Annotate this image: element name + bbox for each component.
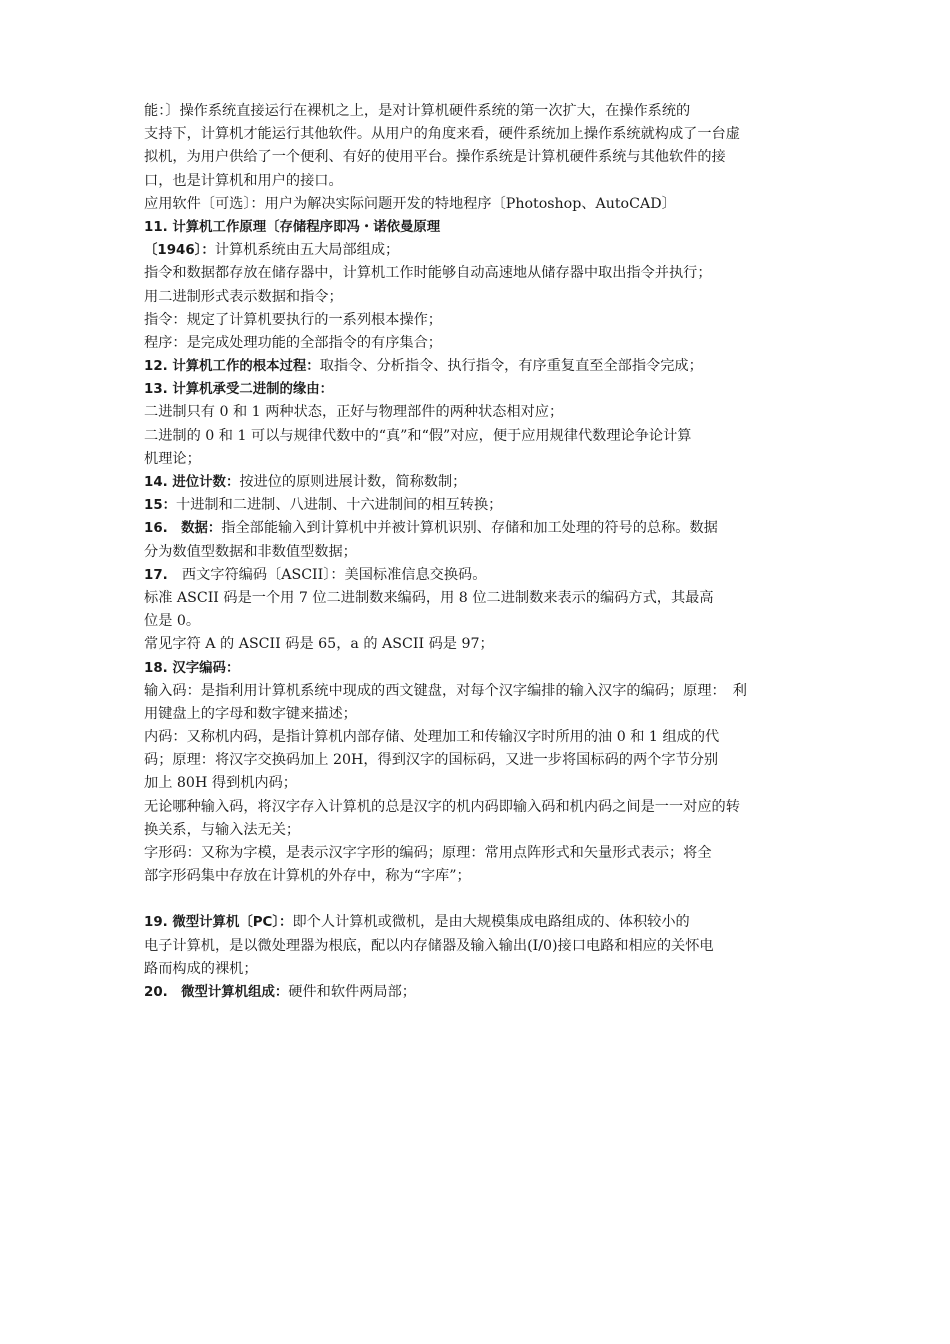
body-text: 码；原理：将汉字交换码加上 20H，得到汉字的国标码，又进一步将国标码的两个字节分别 bbox=[144, 752, 719, 769]
text-line bbox=[144, 726, 820, 749]
body-text: 用二进制形式表示数据和指令； bbox=[144, 288, 343, 305]
body-text: 内码：又称机内码，是指计算机内部存储、处理加工和传输汉字时所用的油 0 和 1 组成的代 bbox=[144, 729, 720, 746]
text-line bbox=[144, 819, 820, 842]
text-line bbox=[144, 471, 820, 494]
text-line bbox=[144, 262, 820, 285]
body-text: 西文字符编码〔ASCII〕：美国标准信息交换码。 bbox=[167, 566, 487, 583]
text-line bbox=[144, 564, 820, 587]
text-line bbox=[144, 911, 820, 934]
heading-text: 19. 微型计算机〔PC〕： bbox=[144, 915, 293, 931]
body-text: 二进制只有 0 和 1 两种状态，正好与物理部件的两种状态相对应； bbox=[144, 404, 564, 421]
body-text: 分为数值型数据和非数值型数据； bbox=[144, 543, 357, 560]
body-text: 拟机，为用户供给了一个便利、有好的使用平台。操作系统是计算机硬件系统与其他软件的接 bbox=[144, 149, 726, 166]
heading-text: 〔1946〕： bbox=[144, 243, 215, 259]
text-line bbox=[144, 355, 820, 378]
body-text: 换关系，与输入法无关； bbox=[144, 821, 301, 838]
text-line bbox=[144, 935, 820, 958]
body-text: 字形码：又称为字模，是表示汉字字形的编码；原理：常用点阵形式和矢量形式表示；将全 bbox=[144, 845, 712, 861]
text-line bbox=[144, 123, 820, 146]
heading-text: 20. 微型计算机组成： bbox=[144, 984, 289, 1000]
body-text: 常见字符 A 的 ASCII 码是 65，a 的 ASCII 码是 97； bbox=[144, 636, 494, 653]
text-line bbox=[144, 541, 820, 564]
text-line bbox=[144, 239, 820, 262]
body-text: 用键盘上的字母和数字键来描述； bbox=[144, 705, 357, 722]
text-line bbox=[144, 448, 820, 471]
heading-text: 16. 数据： bbox=[144, 521, 222, 537]
text-line bbox=[144, 401, 820, 424]
text-line bbox=[144, 587, 820, 610]
body-text: 加上 80H 得到机内码； bbox=[144, 775, 297, 792]
text-line bbox=[144, 309, 820, 332]
body-text: 路而构成的裸机； bbox=[144, 960, 258, 977]
text-line bbox=[144, 981, 820, 1004]
text-line bbox=[144, 888, 820, 911]
body-text: 口，也是计算机和用户的接口。 bbox=[144, 172, 343, 189]
body-text: 机理论； bbox=[144, 450, 201, 467]
heading-text: 11. 计算机工作原理〔存储程序即冯・诺依曼原理 bbox=[144, 219, 441, 235]
body-text: 标准 ASCII 码是一个用 7 位二进制数来编码，用 8 位二进制数来表示的编码方式，其最高 bbox=[144, 589, 714, 606]
body-text: 指令：规定了计算机要执行的一系列根本操作； bbox=[144, 311, 442, 328]
body-text: 指令和数据都存放在储存器中，计算机工作时能够自动高速地从储存器中取出指令并执行； bbox=[144, 265, 712, 282]
text-line bbox=[144, 680, 820, 703]
body-text: 能：〕操作系统直接运行在裸机之上，是对计算机硬件系统的第一次扩大，在操作系统的 bbox=[144, 103, 691, 119]
heading-text: 14. 进位计数： bbox=[144, 475, 240, 490]
text-line bbox=[144, 494, 820, 517]
body-text: 十进制和二进制、八进制、十六进制间的相互转换； bbox=[176, 497, 503, 514]
text-line bbox=[144, 517, 820, 540]
body-text: 应用软件〔可选〕：用户为解决实际问题开发的特地程序〔Photoshop、AutoCAD〕 bbox=[144, 195, 676, 212]
heading-text: 12. 计算机工作的根本过程： bbox=[144, 359, 320, 375]
body-text: 程序：是完成处理功能的全部指令的有序集合； bbox=[144, 334, 442, 351]
body-text: 指全部能输入到计算机中并被计算机识别、存储和加工处理的符号的总称。数据 bbox=[221, 520, 718, 537]
body-text: 即个人计算机或微机，是由大规模集成电路组成的、体积较小的 bbox=[292, 914, 690, 931]
body-text: 取指令、分析指令、执行指令，有序重复直至全部指令完成； bbox=[319, 358, 703, 375]
text-line bbox=[144, 749, 820, 772]
body-text: 输入码：是指利用计算机系统中现成的西文键盘，对每个汉字编排的输入汉字的编码；原理： 利 bbox=[144, 682, 747, 699]
text-line bbox=[144, 170, 820, 193]
body-text: 硬件和软件两局部； bbox=[288, 983, 416, 1000]
text-line bbox=[144, 425, 820, 448]
text-line bbox=[144, 286, 820, 309]
text-line bbox=[144, 703, 820, 726]
text-line bbox=[144, 193, 820, 216]
body-text: 二进制的 0 和 1 可以与规律代数中的“真”和“假”对应，便于应用规律代数理论争论计算 bbox=[144, 427, 692, 444]
document-body bbox=[144, 100, 820, 1004]
body-text: 电子计算机，是以微处理器为根底，配以内存储器及输入输出(I/0)接口电路和相应的关怀电 bbox=[144, 937, 714, 954]
heading-text: 13. 计算机承受二进制的缘由： bbox=[144, 382, 334, 398]
text-line bbox=[144, 958, 820, 981]
text-line bbox=[144, 842, 820, 865]
text-line bbox=[144, 610, 820, 633]
body-text: 按进位的原则进展计数，简称数制； bbox=[239, 474, 467, 490]
text-line bbox=[144, 332, 820, 355]
text-line bbox=[144, 378, 820, 401]
body-text: 支持下，计算机才能运行其他软件。从用户的角度来看，硬件系统加上操作系统就构成了一台虚 bbox=[144, 126, 740, 143]
text-line bbox=[144, 633, 820, 656]
body-text: 计算机系统由五大局部组成； bbox=[214, 242, 400, 259]
text-line bbox=[144, 657, 820, 680]
text-line bbox=[144, 100, 820, 123]
body-text: 位是 0。 bbox=[144, 613, 201, 630]
heading-text: 15： bbox=[144, 498, 177, 514]
body-text: 部字形码集中存放在计算机的外存中，称为“字库”； bbox=[144, 868, 471, 885]
heading-text: 17. bbox=[144, 567, 168, 583]
document-page bbox=[144, 100, 820, 1004]
text-line bbox=[144, 216, 820, 239]
text-line bbox=[144, 772, 820, 795]
text-line bbox=[144, 796, 820, 819]
body-text: 无论哪种输入码，将汉字存入计算机的总是汉字的机内码即输入码和机内码之间是一一对应的转 bbox=[144, 798, 740, 815]
heading-text: 18. 汉字编码： bbox=[144, 660, 240, 676]
text-line bbox=[144, 146, 820, 169]
text-line bbox=[144, 865, 820, 888]
